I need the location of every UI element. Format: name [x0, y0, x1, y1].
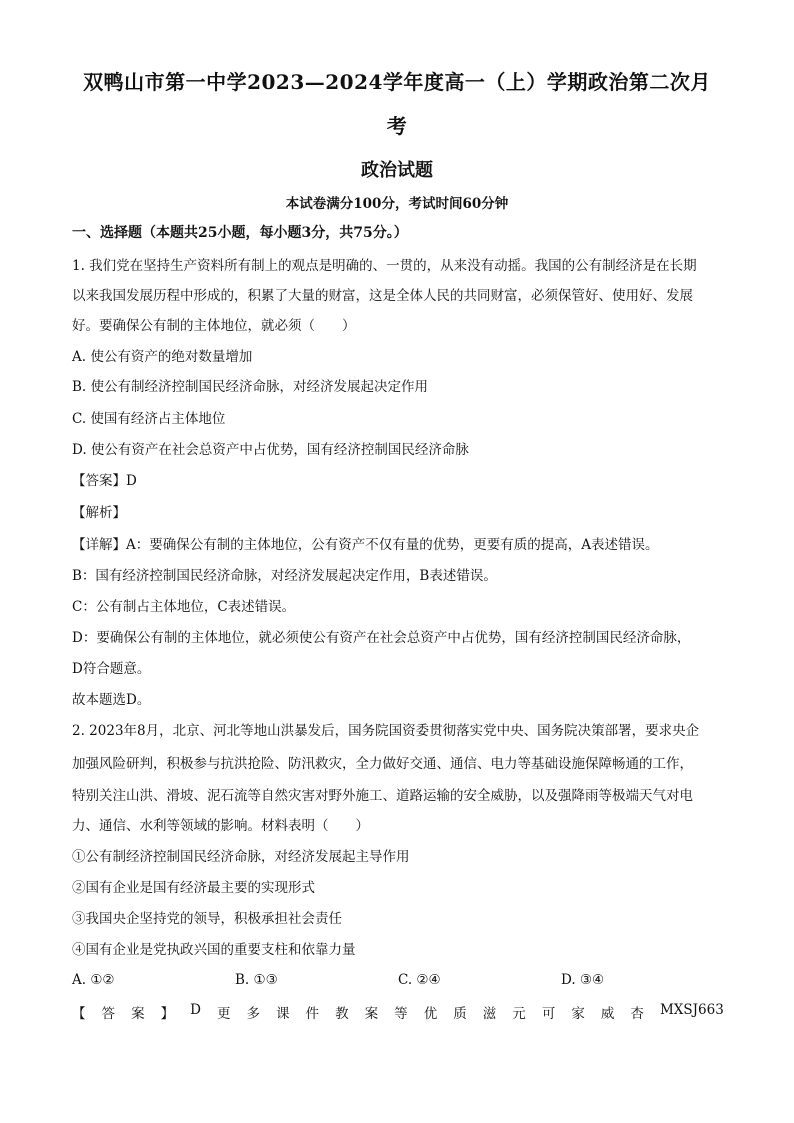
q2-statement-4: ④国有企业是党执政兴国的重要支柱和依靠力量	[72, 942, 356, 958]
q2-stem-line: 力、通信、水利等领域的影响。材料表明（ ）	[72, 818, 369, 834]
q2-options	[72, 972, 724, 988]
q1-analysis-line: 【详解】A：要确保公有制的主体地位，公有资产不仅有量的优势，更要有质的提高，A表述错误。	[72, 537, 659, 553]
q2-option-d: D. ③④	[561, 972, 605, 988]
q1-analysis-label: 【解析】	[72, 505, 126, 521]
q2-answer-line	[72, 1002, 724, 1022]
q2-statement-3: ③我国央企坚持党的领导，积极承担社会责任	[72, 911, 342, 927]
answer-char: 教	[335, 1006, 349, 1022]
answer-char: 答	[101, 1006, 116, 1022]
answer-char: 课	[276, 1006, 290, 1022]
answer-char: 更	[216, 1006, 231, 1022]
exam-subtitle: 政治试题	[361, 160, 433, 181]
q1-stem-line: 好。要确保公有制的主体地位，就必须（ ）	[72, 318, 356, 334]
q1-stem-line: 1. 我们党在坚持生产资料所有制上的观点是明确的、一贯的，从来没有动摇。我国的公有制经济是在长期	[72, 258, 697, 274]
q2-statement-2: ②国有企业是国有经济最主要的实现形式	[72, 880, 315, 896]
answer-char: 优	[423, 1006, 438, 1022]
answer-code: MXSJ663	[659, 1002, 724, 1018]
answer-char: 】	[160, 1006, 175, 1022]
q1-analysis-line: 故本题选D。	[72, 692, 151, 708]
q1-analysis-line: D符合题意。	[72, 661, 151, 677]
q1-analysis-line: B：国有经济控制国民经济命脉，对经济发展起决定作用，B表述错误。	[72, 568, 497, 584]
answer-char: 案	[131, 1006, 145, 1022]
answer-char: 案	[364, 1006, 379, 1022]
q1-stem-line: 以来我国发展历程中形成的，积累了大量的财富，这是全体人民的共同财富，必须保管好、使用好、发展	[72, 288, 693, 304]
q2-statement-1: ①公有制经济控制国民经济命脉，对经济发展起主导作用	[72, 849, 410, 865]
answer-char: 威	[600, 1006, 615, 1022]
q1-analysis-line: C：公有制占主体地位，C表述错误。	[72, 599, 296, 615]
answer-char: 家	[571, 1006, 585, 1022]
exam-title-line2: 考	[386, 114, 408, 138]
answer-char: 杏	[630, 1006, 644, 1022]
q1-option-a: A. 使公有资产的绝对数量增加	[72, 349, 253, 365]
q1-answer: 【答案】D	[72, 473, 137, 489]
q1-option-b: B. 使公有制经济控制国民经济命脉，对经济发展起决定作用	[72, 379, 429, 395]
answer-char: 件	[305, 1006, 320, 1022]
q1-option-c: C. 使国有经济占主体地位	[72, 411, 226, 427]
answer-char: 质	[453, 1006, 467, 1022]
answer-char: D	[190, 1002, 201, 1018]
answer-char: 多	[246, 1006, 261, 1022]
answer-char: 元	[512, 1006, 526, 1022]
section-heading: 一、选择题（本题共25小题，每小题3分，共75分。）	[72, 225, 408, 241]
q2-stem-line: 加强风险研判，积极参与抗洪抢险、防汛救灾，全力做好交通、通信、电力等基础设施保障畅通的工作，	[72, 756, 693, 772]
q2-option-c: C. ②④	[398, 972, 441, 988]
q1-analysis-line: D：要确保公有制的主体地位，就必须使公有资产在社会总资产中占优势，国有经济控制国民经济命脉，	[72, 630, 691, 646]
answer-char: 滋	[482, 1006, 497, 1022]
q2-stem-line: 特别关注山洪、滑坡、泥石流等自然灾害对野外施工、道路运输的安全威胁，以及强降雨等极端天气对电	[72, 788, 693, 804]
exam-note: 本试卷满分100分，考试时间60分钟	[285, 196, 509, 212]
answer-char: 等	[394, 1006, 408, 1022]
answer-char: 可	[541, 1006, 556, 1022]
q2-stem-line: 2. 2023年8月，北京、河北等地山洪暴发后，国务院国资委贯彻落实党中央、国务院决策部署，要求央企	[72, 723, 700, 739]
answer-char: 【	[72, 1006, 86, 1022]
q2-option-a: A. ①②	[72, 972, 115, 988]
q1-option-d: D. 使公有资产在社会总资产中占优势，国有经济控制国民经济命脉	[72, 442, 469, 458]
q2-option-b: B. ①③	[235, 972, 278, 988]
exam-title-line1: 双鸭山市第一中学2023—2024学年度高一（上）学期政治第二次月	[83, 70, 711, 94]
